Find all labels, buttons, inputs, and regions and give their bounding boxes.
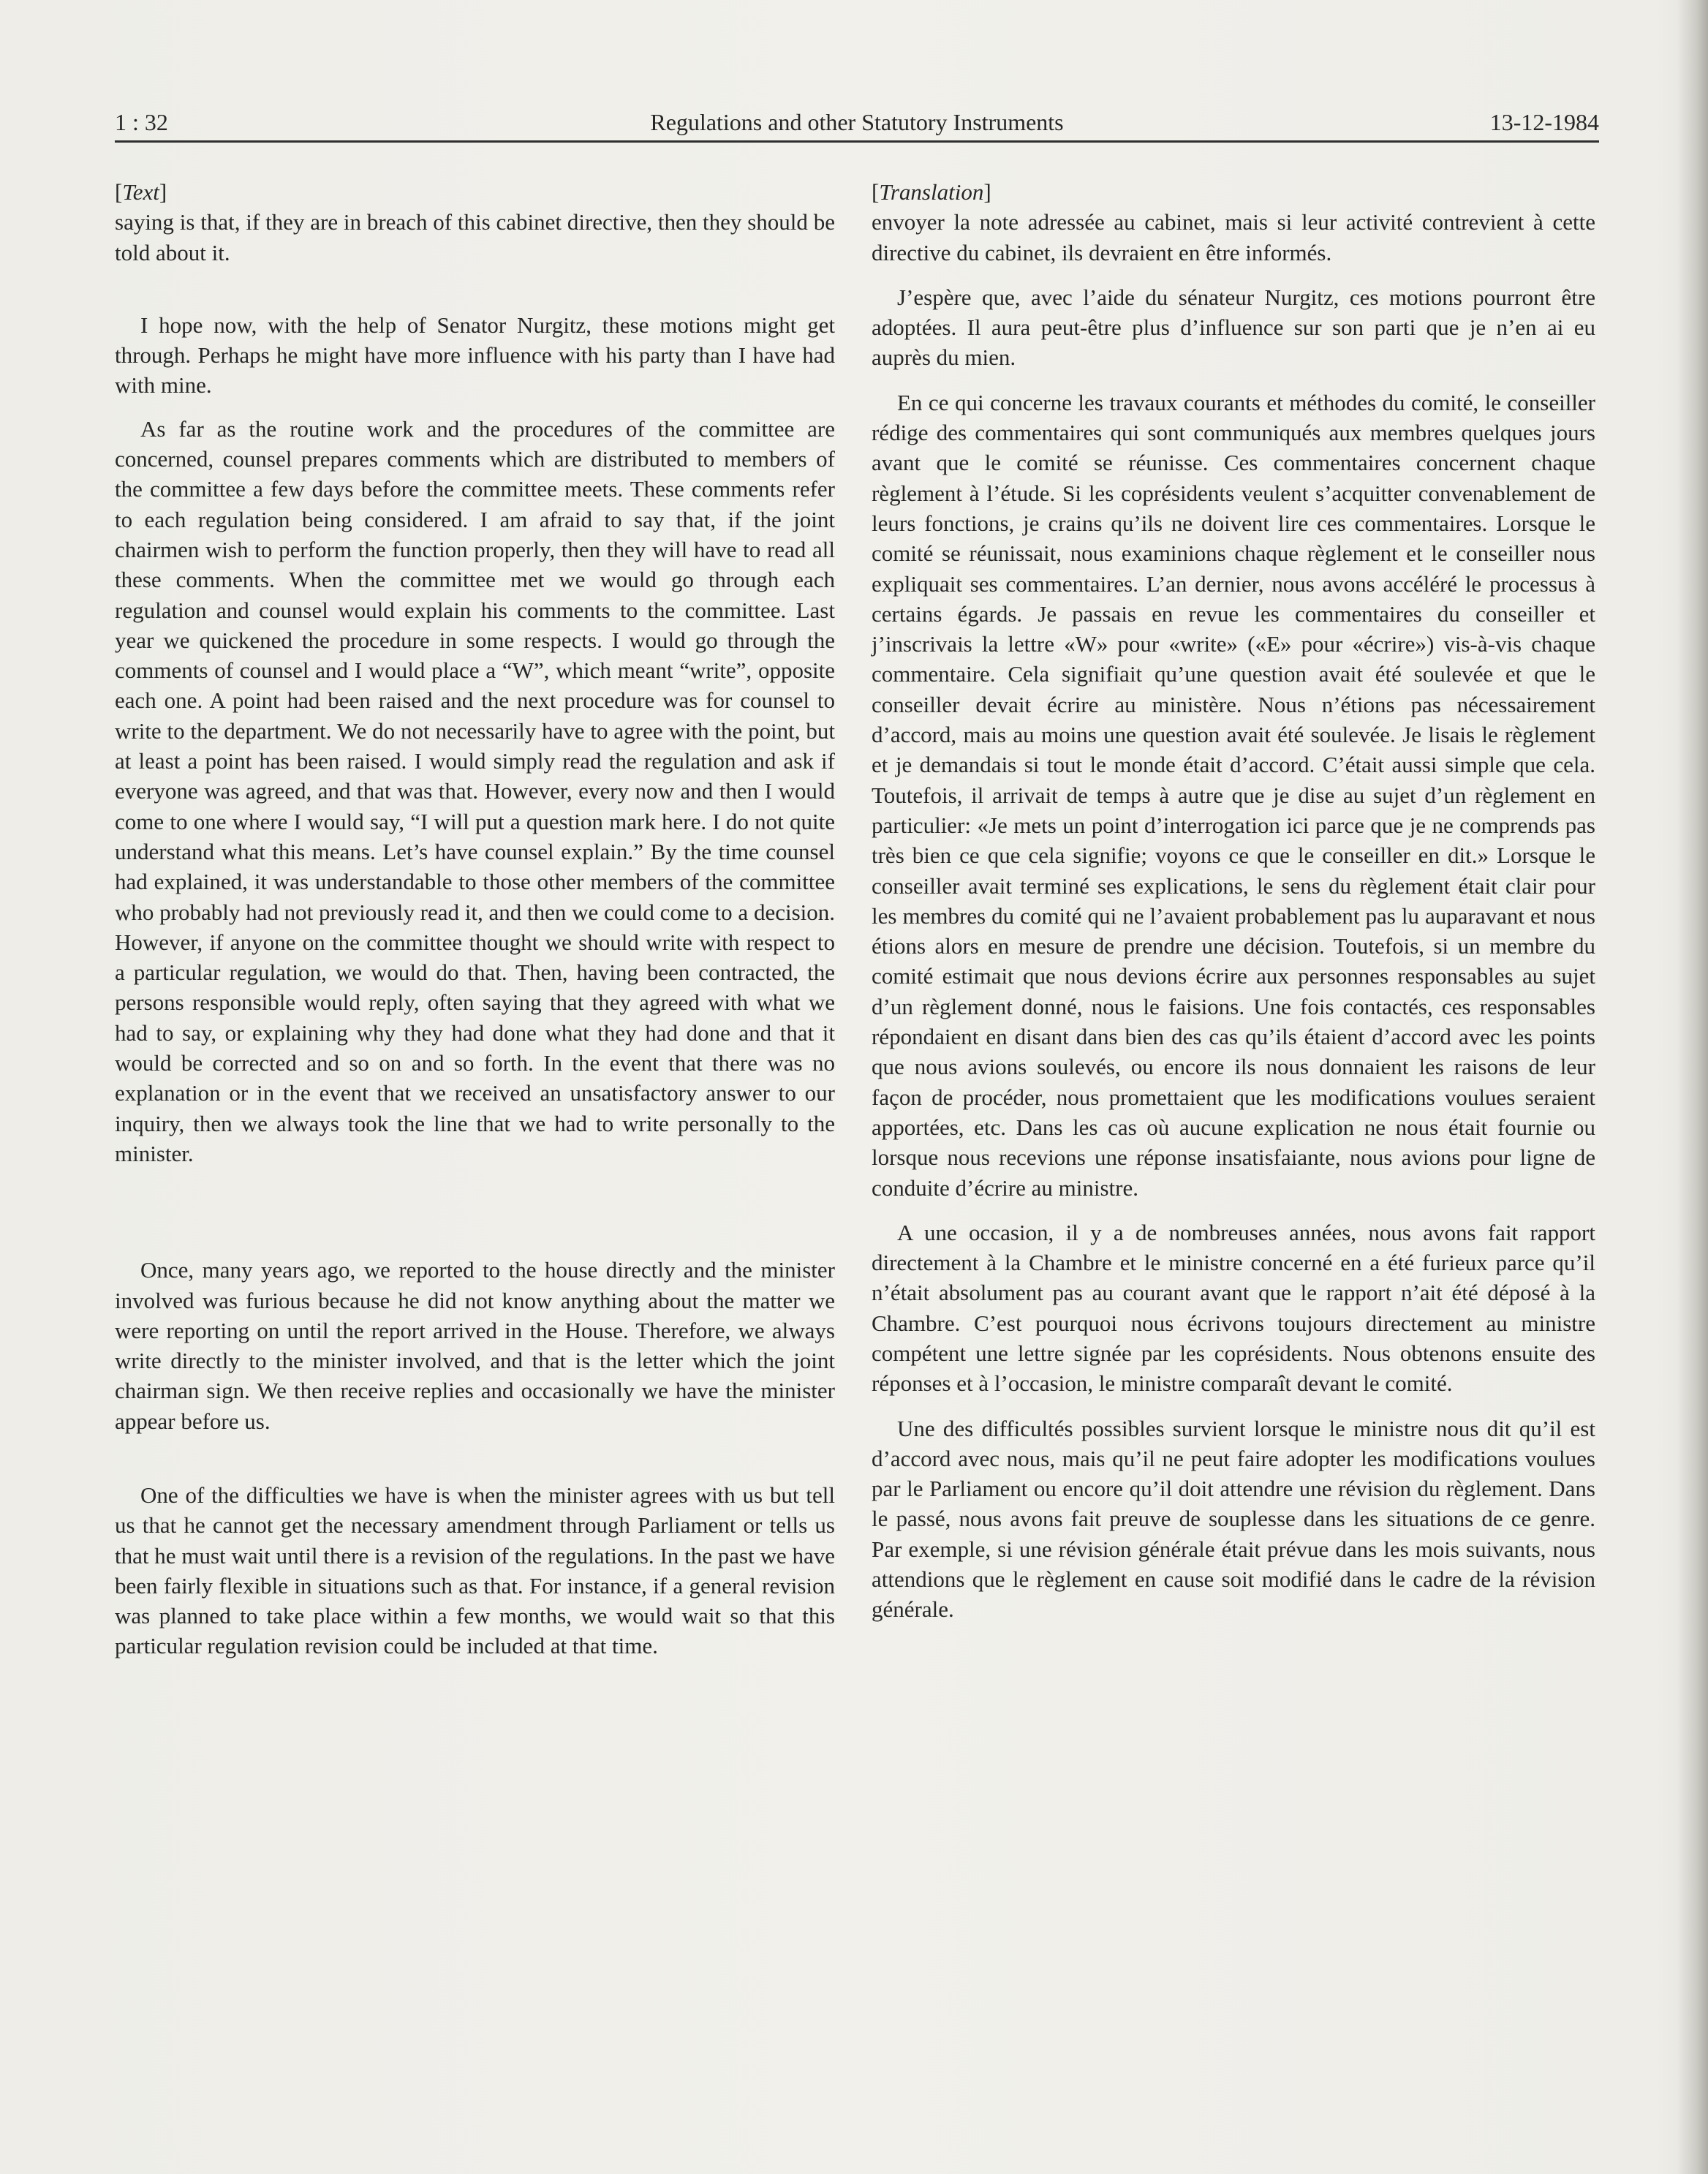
paragraph: Once, many years ago, we reported to the house directly and the minister involved was furious because he did not know anything about the matter we were reporting on until the report arrived in the House. Therefore, we always write directly to the minister involved, and that is the letter which the joint chairman sign. We then receive replies and occasionally we have the minister appear before us. bbox=[115, 1257, 835, 1434]
paragraph: I hope now, with the help of Senator Nurgitz, these motions might get through. Perhaps he might have more influence with his party than I have had with mine. bbox=[115, 312, 835, 399]
french-column bbox=[872, 177, 1595, 1625]
header-title: Regulations and other Statutory Instruments bbox=[650, 109, 1064, 135]
paragraph: J’espère que, avec l’aide du sénateur Nurgitz, ces motions pourront être adoptées. Il aura peut-être plus d’influence sur son parti que je n’en ai eu auprès du mien. bbox=[872, 284, 1595, 371]
paragraph: saying is that, if they are in breach of this cabinet directive, then they should be told about it. bbox=[115, 209, 835, 265]
paragraph: One of the difficulties we have is when the minister agrees with us but tell us that he cannot get the necessary amendment through Parliament or tells us that he must wait until there is a revision of the regulations. In the past we have been fairly flexible in situations such as that. For instance, if a general revision was planned to take place within a few months, we would wait so that this particular regulation revision could be included at that time. bbox=[115, 1482, 835, 1659]
paragraph: As far as the routine work and the procedures of the committee are concerned, counsel prepares comments which are distributed to members of the committee a few days before the committee meets. These comments refer to each regulation being considered. I am afraid to say that, if the joint chairmen wish to perform the function properly, then they will have to read all these comments. When the committee met we would go through each regulation and counsel would explain his comments to the committee. Last year we quickened the procedure in some respects. I would go through the comments of counsel and I would place a “W”, which meant “write”, opposite each one. A point had been raised and the next procedure was for counsel to write to the department. We do not necessarily have to agree with the point, but at least a point has been raised. I would simply read the regulation and ask if everyone was agreed, and that was that. However, every now and then I would come to one where I would say, “I will put a question mark here. I do not quite understand what this means. Let’s have counsel explain.” By the time counsel had explained, it was understandable to those other members of the committee who probably had not previously read it, and then we could come to a decision. However, if anyone on the committee thought we should write with respect to a particular regulation, we would do that. Then, having been contracted, the persons responsible would reply, often saying that they agreed with what we had to say, or explaining why they had done what they had done and that it would be corrected and so on and so forth. In the event that there was no explanation or in the event that we received an unsatisfactory answer to our inquiry, then we always took the line that we had to write personally to the minister. bbox=[115, 415, 835, 1166]
running-header bbox=[115, 104, 1599, 140]
column-label-text: [Text] bbox=[115, 179, 167, 205]
paragraph: envoyer la note adressée au cabinet, mais si leur activité contrevient à cette directive du cabinet, ils devraient en être informés. bbox=[872, 209, 1595, 265]
paragraph: En ce qui concerne les travaux courants et méthodes du comité, le conseiller rédige des commentaires qui sont communiqués aux membres quelques jours avant que le comité se réunisse. Ces commentaires concernent chaque règlement à l’étude. Si les coprésidents veulent s’acquitter convenablement de leurs fonctions, je crains qu’ils ne doivent lire ces commentaires. Lorsque le comité se réunissait, nous examinions chaque règlement et le conseiller nous expliquait ses commentaires. L’an dernier, nous avons accéléré le processus à certains égards. Je passais en revue les commentaires du conseiller et j’inscrivais la lettre «W» pour «write» («E» pour «écrire») vis-à-vis chaque commentaire. Cela signifiait qu’une question avait été soulevée et que le conseiller devait écrire au ministère. Nous n’étions pas nécessairement d’accord, mais au moins une question avait été soulevée. Je lisais le règlement et je demandais si tout le monde était d’accord. C’était aussi simple que cela. Toutefois, il arrivait de temps à autre que je dise au sujet d’un règlement en particulier: «Je mets un point d’interrogation ici parce que je ne comprends pas très bien ce que cela signifie; voyons ce que le conseiller en dit.» Lorsque le conseiller avait terminé ses explications, le sens du règlement était clair pour les membres du comité qui ne l’avaient probablement pas lu auparavant et nous étions alors en mesure de prendre une décision. Toutefois, si un membre du comité estimait que nous devions écrire aux personnes responsables au sujet d’un règlement donné, nous le faisions. Une fois contactés, ces responsables répondaient en disant dans bien des cas qu’ils étaient d’accord avec les points que nous avions soulevés, ou encore ils nous donnaient les raisons de leur façon de procéder, nous promettaient que les modifications voulues seraient apportées, etc. Dans les cas où aucune explication ne nous était fournie ou lorsque nous recevions une réponse insatisfaiante, nous avions pour ligne de conduite d’écrire au ministre. bbox=[872, 389, 1595, 1201]
header-rule bbox=[115, 140, 1599, 143]
header-date: 13-12-1984 bbox=[1489, 109, 1599, 135]
page-edge-shadow bbox=[1677, 0, 1708, 2174]
paragraph: Une des difficultés possibles survient lorsque le ministre nous dit qu’il est d’accord avec nous, mais qu’il ne peut faire adopter les modifications voulues par le Parliament ou encore qu’il doit attendre une révision du règlement. Dans le passé, nous avons fait preuve de souplesse dans les situations de ce genre. Par exemple, si une révision générale était prévue dans les mois suivants, nous attendions que le règlement en cause soit modifié dans le cadre de la révision générale. bbox=[872, 1415, 1595, 1623]
english-column bbox=[115, 177, 835, 1661]
paragraph: A une occasion, il y a de nombreuses années, nous avons fait rapport directement à la Chambre et le ministre concerné en a été furieux parce qu’il n’était absolument pas au courant avant que le rapport n’ait été déposé à la Chambre. C’est pourquoi nous écrivons toujours directement au ministre compétent une lettre signée par les coprésidents. Nous obtenons ensuite des réponses et à l’occasion, le ministre comparaît devant le comité. bbox=[872, 1219, 1595, 1397]
page-number: 1 : 32 bbox=[115, 109, 168, 135]
column-label-translation: [Translation] bbox=[872, 179, 991, 205]
